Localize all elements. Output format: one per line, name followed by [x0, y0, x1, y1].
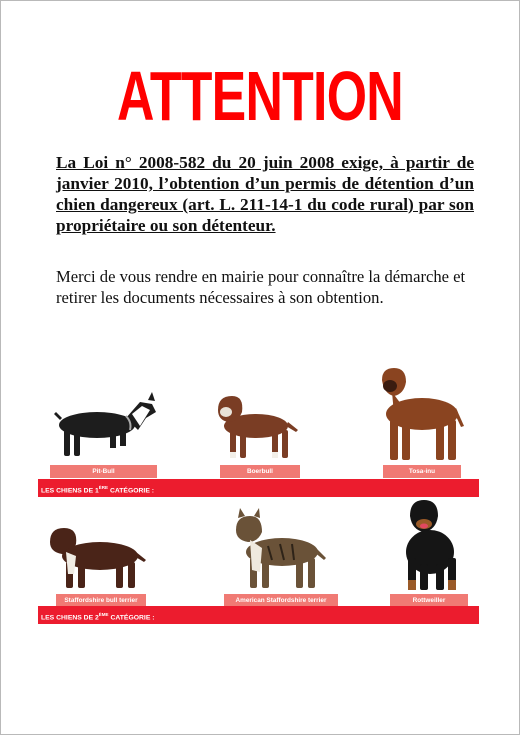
boerbull-photo [208, 392, 304, 468]
category-2-band-suffix: CATÉGORIE : [108, 614, 155, 622]
staffordshire-bull-terrier-photo [44, 522, 150, 594]
dog-label-staffordshire-bull-terrier: Staffordshire bull terrier [56, 594, 146, 607]
category-2-band [38, 606, 479, 624]
attention-title: ATTENTION [117, 57, 403, 135]
dog-label-boerbull: Boerbull [220, 465, 300, 478]
category-1-band-sup: ÈRE [98, 485, 109, 490]
dog-label-rottweiller: Rottweiller [390, 594, 468, 607]
tosa-inu-photo [370, 364, 466, 468]
pit-bull-photo [52, 388, 162, 468]
category-2-band-prefix: LES CHIENS DE 2 [41, 614, 99, 622]
law-paragraph: La Loi n° 2008-582 du 20 juin 2008 exige, à partir de janvier 2010, l’obtention d’un permis de détention d’un chien dangereux (art. L. 211-14-1 du code rural) par son propriétaire ou son détenteur. [56, 153, 474, 235]
category-1-band-prefix: LES CHIENS DE 1 [41, 487, 99, 495]
dog-label-pit-bull: Pit-Bull [50, 465, 157, 478]
notice-paragraph: Merci de vous rendre en mairie pour connaître la démarche et retirer les documents nécessaires à son obtention. [56, 267, 466, 307]
rottweiller-photo [396, 494, 466, 594]
category-2-band-sup: ÈME [98, 612, 109, 617]
category-1-band-suffix: CATÉGORIE : [108, 487, 155, 495]
american-staffordshire-terrier-photo [228, 508, 328, 594]
dog-label-tosa-inu: Tosa-inu [383, 465, 461, 478]
dog-label-american-staffordshire-terrier: American Staffordshire terrier [224, 594, 338, 607]
